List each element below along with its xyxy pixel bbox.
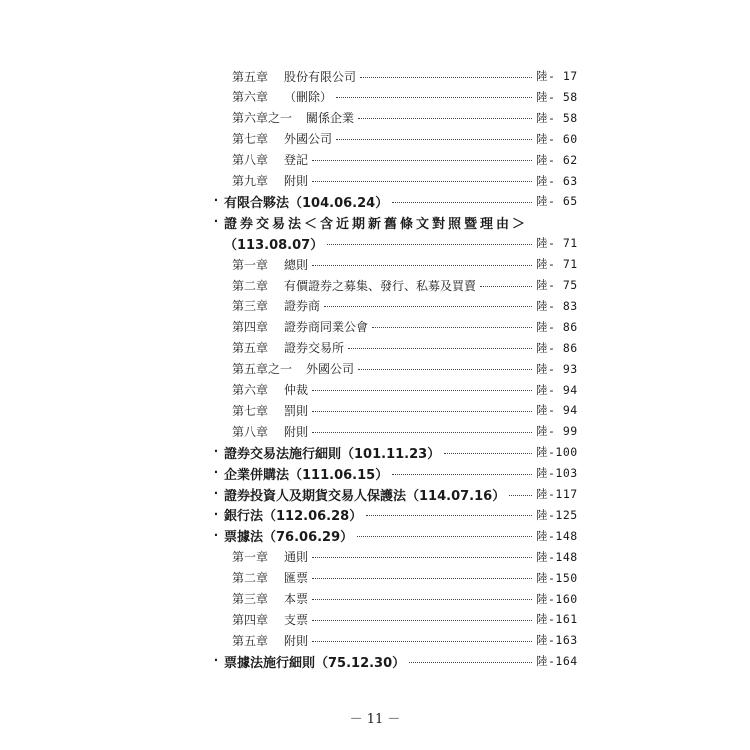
toc-bullet: ‧ xyxy=(213,193,219,210)
toc-chapter-entry xyxy=(0,380,750,400)
toc-entry-title: 證券交易法施行細則（101.11.23） xyxy=(224,446,441,462)
toc-entry-title: 股份有限公司 xyxy=(284,69,357,84)
toc-bullet: ‧ xyxy=(213,653,219,670)
toc-entry-title: 通則 xyxy=(284,550,309,565)
toc-leader-dots xyxy=(312,160,532,161)
toc-leader-dots xyxy=(409,662,532,663)
toc-entry-text xyxy=(232,171,534,191)
toc-entry-text xyxy=(232,275,534,295)
toc-chapter-number: 第六章 xyxy=(232,90,269,105)
toc-entry-text xyxy=(224,233,534,253)
toc-law-entry xyxy=(0,442,750,462)
toc-law-entry xyxy=(0,526,750,546)
toc-leader-dots xyxy=(327,244,532,245)
toc-entry-title: 附則 xyxy=(284,424,309,439)
toc-entry-text xyxy=(224,463,534,483)
toc-entry-text xyxy=(232,108,534,128)
toc-page-number: 陸- 94 xyxy=(536,382,578,397)
toc-chapter-number: 第七章 xyxy=(232,132,269,147)
toc-law-entry xyxy=(0,463,750,483)
toc-entry-title: 罰則 xyxy=(284,403,309,418)
toc-entry-title: 附則 xyxy=(284,633,309,648)
toc-entry-text xyxy=(224,212,534,232)
toc-chapter-entry xyxy=(0,66,750,86)
toc-chapter-number: 第四章 xyxy=(232,320,269,335)
toc-entry-title: 外國公司 xyxy=(306,362,355,377)
toc-page-number: 陸-148 xyxy=(536,528,578,543)
toc-page-number: 陸-161 xyxy=(536,612,578,627)
toc-bullet: ‧ xyxy=(213,444,219,461)
toc-chapter-number: 第五章 xyxy=(232,69,269,84)
toc-page-number: 陸- 93 xyxy=(536,361,578,376)
toc-page-number: 陸- 17 xyxy=(536,69,578,83)
toc-entry-text xyxy=(232,296,534,316)
toc-chapter-entry xyxy=(0,589,750,609)
toc-leader-dots xyxy=(324,306,532,307)
toc-leader-dots xyxy=(312,578,532,579)
toc-entry-text xyxy=(232,317,534,337)
toc-page-number: 陸-164 xyxy=(536,654,578,669)
toc-page-number: 陸- 71 xyxy=(536,257,578,272)
toc-chapter-number: 第五章 xyxy=(232,341,269,356)
toc-law-entry xyxy=(0,191,750,211)
toc-leader-dots xyxy=(312,620,532,621)
toc-leader-dots xyxy=(336,97,532,98)
toc-chapter-entry xyxy=(0,547,750,567)
toc-leader-dots xyxy=(336,139,532,140)
toc-entry-title: 有限合夥法（104.06.24） xyxy=(224,195,389,211)
toc-chapter-entry xyxy=(0,317,750,337)
toc-page-number: 陸- 71 xyxy=(536,236,578,251)
toc-law-entry xyxy=(0,651,750,671)
toc-leader-dots xyxy=(312,641,532,642)
toc-chapter-number: 第二章 xyxy=(232,278,269,293)
toc-leader-dots xyxy=(312,432,532,433)
toc-entry-text xyxy=(232,129,534,149)
toc-entry-title: 外國公司 xyxy=(284,132,333,147)
toc-entry-title: 附則 xyxy=(284,174,309,188)
toc-page-number: 陸- 86 xyxy=(536,340,578,355)
toc-entry-title: （113.08.07） xyxy=(224,237,324,253)
toc-entry-text xyxy=(232,421,534,441)
toc-page-number: 陸- 58 xyxy=(536,89,578,104)
toc-entry-title: （刪除） xyxy=(284,90,333,105)
toc-page-number: 陸- 99 xyxy=(536,424,578,439)
toc-leader-dots xyxy=(509,495,532,496)
toc-page-number: 陸- 60 xyxy=(536,131,578,146)
toc-leader-dots xyxy=(348,348,532,349)
toc-page-number: 陸- 94 xyxy=(536,403,578,418)
toc-chapter-entry xyxy=(0,338,750,358)
toc-page-number: 陸- 58 xyxy=(536,110,578,125)
toc-leader-dots xyxy=(357,536,532,537)
toc-entry-title: 仲裁 xyxy=(284,383,309,397)
toc-chapter-entry xyxy=(0,171,750,191)
toc-entry-text xyxy=(232,568,534,588)
toc-leader-dots xyxy=(360,77,532,78)
toc-page-number: 陸- 86 xyxy=(536,319,578,334)
toc-chapter-number: 第九章 xyxy=(232,174,269,188)
toc-entry-title: 總則 xyxy=(284,257,309,272)
toc-chapter-entry xyxy=(0,275,750,295)
toc-law-entry xyxy=(0,484,750,504)
toc-chapter-entry xyxy=(0,421,750,441)
toc-entry-title: 支票 xyxy=(284,612,309,627)
toc-page-number: 陸-163 xyxy=(536,633,578,648)
toc-chapter-entry xyxy=(0,150,750,170)
toc-entry-text xyxy=(232,609,534,629)
toc-entry-title: 關係企業 xyxy=(306,111,355,126)
toc-entry-text xyxy=(224,484,534,504)
toc-entry-title: 匯票 xyxy=(284,571,309,586)
toc-entry-title: 證券交易法＜含近期新舊條文對照暨理由＞ xyxy=(224,216,529,232)
toc-entry-title: 票據法（76.06.29） xyxy=(224,530,354,546)
toc-chapter-number: 第三章 xyxy=(232,299,269,314)
toc-chapter-number: 第四章 xyxy=(232,612,269,627)
toc-entry-text xyxy=(224,505,534,525)
toc-chapter-entry xyxy=(0,568,750,588)
toc-chapter-entry xyxy=(0,87,750,107)
toc-chapter-number: 第八章 xyxy=(232,153,269,168)
toc-page-number: 陸-148 xyxy=(536,549,578,564)
toc-bullet: ‧ xyxy=(213,486,219,502)
toc-chapter-number: 第五章 xyxy=(232,633,269,648)
toc-entry-text xyxy=(224,442,534,462)
toc-entry-title: 有價證券之募集、發行、私募及買賣 xyxy=(284,278,477,293)
toc-chapter-number: 第一章 xyxy=(232,257,269,272)
toc-entry-title: 企業併購法（111.06.15） xyxy=(224,467,389,483)
toc-entry-text xyxy=(232,547,534,567)
toc-entry-text xyxy=(224,191,534,211)
toc-page-number: 陸- 83 xyxy=(536,298,578,313)
toc-law-entry xyxy=(0,233,750,253)
toc-leader-dots xyxy=(392,202,532,203)
toc-leader-dots xyxy=(312,599,532,600)
toc-chapter-entry xyxy=(0,609,750,629)
toc-entry-text xyxy=(224,651,534,671)
toc-entry-text xyxy=(232,400,534,420)
toc-chapter-number: 第八章 xyxy=(232,424,269,439)
toc-bullet: ‧ xyxy=(213,465,219,482)
toc-chapter-entry xyxy=(0,296,750,316)
toc-entry-text xyxy=(224,526,534,546)
toc-page-number: 陸-160 xyxy=(536,591,578,606)
toc-chapter-entry xyxy=(0,400,750,420)
toc-entry-text xyxy=(232,150,534,170)
toc-law-entry xyxy=(0,505,750,525)
toc-page-number: 陸-150 xyxy=(536,570,578,585)
toc-leader-dots xyxy=(444,453,532,454)
toc-entry-text xyxy=(232,359,534,379)
toc-entry-title: 證券投資人及期貨交易人保護法（114.07.16） xyxy=(224,488,506,504)
toc-leader-dots xyxy=(312,265,532,266)
toc-chapter-number: 第七章 xyxy=(232,403,269,418)
toc-bullet: ‧ xyxy=(213,214,219,231)
toc-page-number: 陸-100 xyxy=(536,445,578,460)
toc-entry-title: 證券商同業公會 xyxy=(284,320,369,335)
toc-page-number: 陸-103 xyxy=(536,466,578,481)
toc-entry-title: 登記 xyxy=(284,153,309,168)
toc-chapter-entry xyxy=(0,129,750,149)
toc-page-number: 陸-117 xyxy=(536,487,578,501)
toc-chapter-entry xyxy=(0,254,750,274)
toc-chapter-number: 第二章 xyxy=(232,571,269,586)
toc-page-number: 陸-125 xyxy=(536,507,578,522)
toc-leader-dots xyxy=(480,286,532,287)
toc-law-entry xyxy=(0,212,750,232)
toc-entry-title: 本票 xyxy=(284,592,309,606)
toc-chapter-number: 第六章之一 xyxy=(232,111,293,126)
toc-chapter-number: 第五章之一 xyxy=(232,362,293,377)
toc-chapter-number: 第三章 xyxy=(232,592,269,606)
toc-chapter-entry xyxy=(0,630,750,650)
toc-leader-dots xyxy=(366,515,532,516)
toc-leader-dots xyxy=(392,474,532,475)
toc-page-number: 陸- 63 xyxy=(536,173,578,188)
toc-entry-text xyxy=(232,630,534,650)
toc-leader-dots xyxy=(372,327,532,328)
page-number: － 11 － xyxy=(349,712,401,727)
toc-entry-text xyxy=(232,66,534,86)
toc-chapter-entry xyxy=(0,108,750,128)
toc-chapter-number: 第六章 xyxy=(232,383,269,397)
toc-chapter-entry xyxy=(0,359,750,379)
toc-entry-title: 證券商 xyxy=(284,299,321,314)
toc-entry-text xyxy=(232,338,534,358)
toc-bullet: ‧ xyxy=(213,527,219,544)
toc-entry-text xyxy=(232,87,534,107)
toc-leader-dots xyxy=(312,181,532,182)
toc-bullet: ‧ xyxy=(213,506,219,523)
toc-leader-dots xyxy=(358,118,532,119)
toc-entry-text xyxy=(232,589,534,609)
toc-page-number: 陸- 65 xyxy=(536,194,578,209)
toc-page-number: 陸- 62 xyxy=(536,152,578,167)
toc-leader-dots xyxy=(312,557,532,558)
toc-entry-text xyxy=(232,380,534,400)
toc-leader-dots xyxy=(358,369,532,370)
toc-leader-dots xyxy=(312,411,532,412)
toc-leader-dots xyxy=(312,390,532,391)
toc-entry-text xyxy=(232,254,534,274)
toc-entry-title: 票據法施行細則（75.12.30） xyxy=(224,655,406,671)
toc-entry-title: 證券交易所 xyxy=(284,341,345,356)
toc-chapter-number: 第一章 xyxy=(232,550,269,565)
toc-entry-title: 銀行法（112.06.28） xyxy=(224,509,363,525)
toc-page-number: 陸- 75 xyxy=(536,278,578,292)
